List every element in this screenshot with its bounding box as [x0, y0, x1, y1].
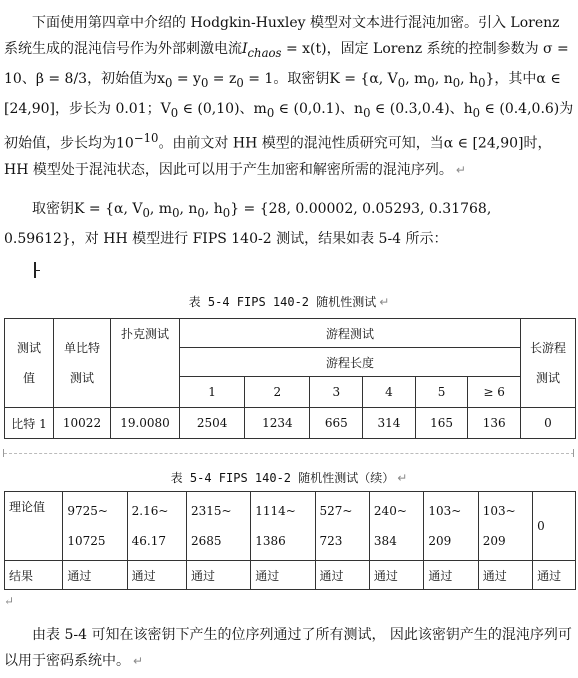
- page-break-marker: [573, 449, 574, 457]
- page-break-line: [4, 453, 574, 454]
- text-run: = x(t)，固定 Lorenz 系统的控制参数为 σ = 10、β = 8/3，初始值为x: [4, 41, 569, 87]
- paragraph-intro: [4, 10, 574, 183]
- run-length-cell: ≥ 6: [468, 377, 521, 408]
- paragraph-mark-icon: ↵: [455, 163, 466, 178]
- range-high: 209: [428, 534, 452, 548]
- table-cell: 314: [363, 408, 416, 439]
- text-run: , n: [434, 70, 453, 87]
- range-low: 9725~: [67, 504, 108, 518]
- table-caption-continued: [0, 469, 578, 486]
- result-cell: 通过: [186, 561, 250, 590]
- paragraph-mark-icon: ↵: [379, 295, 390, 309]
- run-length-cell: 5: [415, 377, 468, 408]
- text-run: 取密钥K = {α, V: [32, 201, 143, 217]
- result-cell: 通过: [533, 561, 576, 590]
- range-low: 103~: [428, 504, 462, 518]
- table-cell: 0: [521, 408, 576, 439]
- text-run: ∈ (0,0.1)、n: [274, 100, 364, 117]
- header-runs: [180, 319, 521, 348]
- math-subscript: 0: [142, 205, 150, 220]
- caption-text: 表 5-4 FIPS 140-2 随机性测试: [188, 295, 377, 309]
- math-subscript: 0: [170, 105, 179, 120]
- fips-table: [4, 318, 576, 439]
- text-run: }，其中α ∈ [24,90]，步长为 0.01；V: [4, 70, 561, 117]
- header-run-length: [180, 348, 521, 377]
- math-subscript: 0: [236, 75, 244, 90]
- table-cell: 665: [310, 408, 363, 439]
- table-cell: 1234: [245, 408, 310, 439]
- header-monobit: [54, 319, 111, 408]
- range-high: 209: [482, 534, 506, 548]
- text-run: ∈ (0.4,0.6)为初始值，步长均为10: [4, 100, 574, 153]
- range-cell: [186, 492, 250, 561]
- result-cell: 通过: [63, 561, 127, 590]
- header-text: 游程测试: [325, 326, 374, 341]
- result-cell: 通过: [478, 561, 532, 590]
- text-run: , h: [204, 201, 223, 217]
- run-length-cell: 2: [245, 377, 310, 408]
- table-cell: 2504: [180, 408, 245, 439]
- math-symbol: I: [242, 41, 248, 57]
- row-label: 比特 1: [5, 408, 54, 439]
- paragraph-key: [4, 196, 574, 252]
- header-text: 测试: [69, 371, 94, 385]
- math-subscript: 0: [427, 75, 435, 90]
- range-high: 46.17: [131, 534, 166, 548]
- header-long-run: [521, 319, 576, 408]
- text-run: = z: [208, 70, 237, 87]
- result-cell: 通过: [424, 561, 478, 590]
- range-high: 723: [319, 534, 343, 548]
- paragraph-mark-icon: ↵: [397, 471, 408, 485]
- range-cell: [369, 492, 423, 561]
- row-label: 结果: [5, 561, 63, 590]
- range-low: 2.16~: [131, 504, 169, 518]
- range-cell: [533, 492, 576, 561]
- math-subscript: 0: [452, 75, 461, 90]
- paragraph-mark-icon: ↵: [4, 594, 15, 608]
- text-run: , n: [179, 201, 198, 217]
- text-run: = 1。取密钥K = {α, V: [243, 70, 398, 87]
- range-cell: [251, 492, 315, 561]
- run-length-cell: 3: [310, 377, 363, 408]
- caption-text: 表 5-4 FIPS 140-2 随机性测试（续）: [170, 471, 395, 485]
- math-subscript: 0: [197, 205, 205, 220]
- text-run: 。由前文对 HH 模型的混沌性质研究可知，当α ∈ [24,90]时，HH 模型处于混沌状态，因此可以用于产生加密和解密所需的混沌序列。: [4, 136, 552, 179]
- range-low: 240~: [373, 504, 407, 518]
- math-subscript: 0: [266, 105, 275, 120]
- range-high: 1386: [255, 534, 286, 548]
- text-run: = y: [172, 70, 201, 87]
- text-cursor-base: [34, 270, 40, 271]
- math-superscript: −10: [133, 131, 159, 146]
- range-cell: [424, 492, 478, 561]
- table-cell: 10022: [54, 408, 111, 439]
- header-text: 扑克测试: [120, 327, 169, 341]
- range-high: 2685: [190, 534, 222, 548]
- range-high: 384: [373, 534, 397, 548]
- text-run: 由表 5-4 可知在该密钥下产生的位序列通过了所有测试， 因此该密钥产生的混沌序列可以用于密码系统中。: [4, 627, 572, 669]
- run-length-cell: 1: [180, 377, 245, 408]
- fips-table-continued: [4, 491, 576, 590]
- range-cell: [478, 492, 532, 561]
- range-low: 0: [537, 519, 545, 533]
- range-low: 527~: [319, 504, 353, 518]
- range-low: 103~: [482, 504, 516, 518]
- range-high: 10725: [67, 534, 106, 548]
- result-cell: 通过: [315, 561, 369, 590]
- range-low: 2315~: [190, 504, 232, 518]
- table-cell: 19.0080: [111, 408, 180, 439]
- header-text: 测试: [16, 341, 41, 355]
- table-cell: 165: [415, 408, 468, 439]
- text-run: , m: [149, 201, 173, 217]
- header-test-value: [5, 319, 54, 408]
- range-cell: [127, 492, 186, 561]
- header-text: 游程长度: [325, 355, 374, 370]
- header-text: 值: [22, 371, 35, 385]
- range-cell: [63, 492, 127, 561]
- header-text: 长游程: [529, 341, 566, 355]
- math-subscript: 0: [172, 205, 180, 220]
- header-text: 测试: [535, 371, 560, 385]
- run-length-cell: 4: [363, 377, 416, 408]
- math-subscript: 0: [363, 105, 371, 120]
- result-cell: 通过: [127, 561, 186, 590]
- math-subscript: 0: [472, 105, 481, 120]
- math-subscript: chaos: [247, 45, 282, 60]
- math-subscript: 0: [164, 75, 173, 90]
- paragraph-conclusion: [4, 622, 574, 674]
- header-text: 单比特: [63, 341, 100, 355]
- text-run: , m: [405, 70, 428, 87]
- range-cell: [315, 492, 369, 561]
- math-subscript: 0: [200, 75, 209, 90]
- range-low: 1114~: [255, 504, 296, 518]
- text-run: ∈ (0,10)、m: [178, 100, 267, 117]
- text-run: ∈ (0.3,0.4)、h: [370, 100, 473, 117]
- result-cell: 通过: [251, 561, 315, 590]
- text-run: 下面使用第四章中介绍的 Hodgkin-Huxley 模型对文本进行混沌加密。引入 Lorenz 系统生成的混沌信号作为外部刺激电流: [4, 15, 560, 57]
- paragraph-mark-icon: ↵: [133, 654, 144, 668]
- text-run: , h: [460, 70, 479, 87]
- row-label: 理论值: [5, 492, 63, 561]
- math-subscript: 0: [222, 205, 231, 220]
- table-cell: 136: [468, 408, 521, 439]
- math-subscript: 0: [478, 75, 486, 90]
- math-subscript: 0: [397, 75, 406, 90]
- text-run: } = {28, 0.00002, 0.05293, 0.31768, 0.59612}，对 HH 模型进行 FIPS 140-2 测试，结果如表 5-4 所示：: [4, 201, 492, 247]
- table-caption: [0, 293, 578, 310]
- header-poker: [111, 319, 180, 408]
- result-cell: 通过: [369, 561, 423, 590]
